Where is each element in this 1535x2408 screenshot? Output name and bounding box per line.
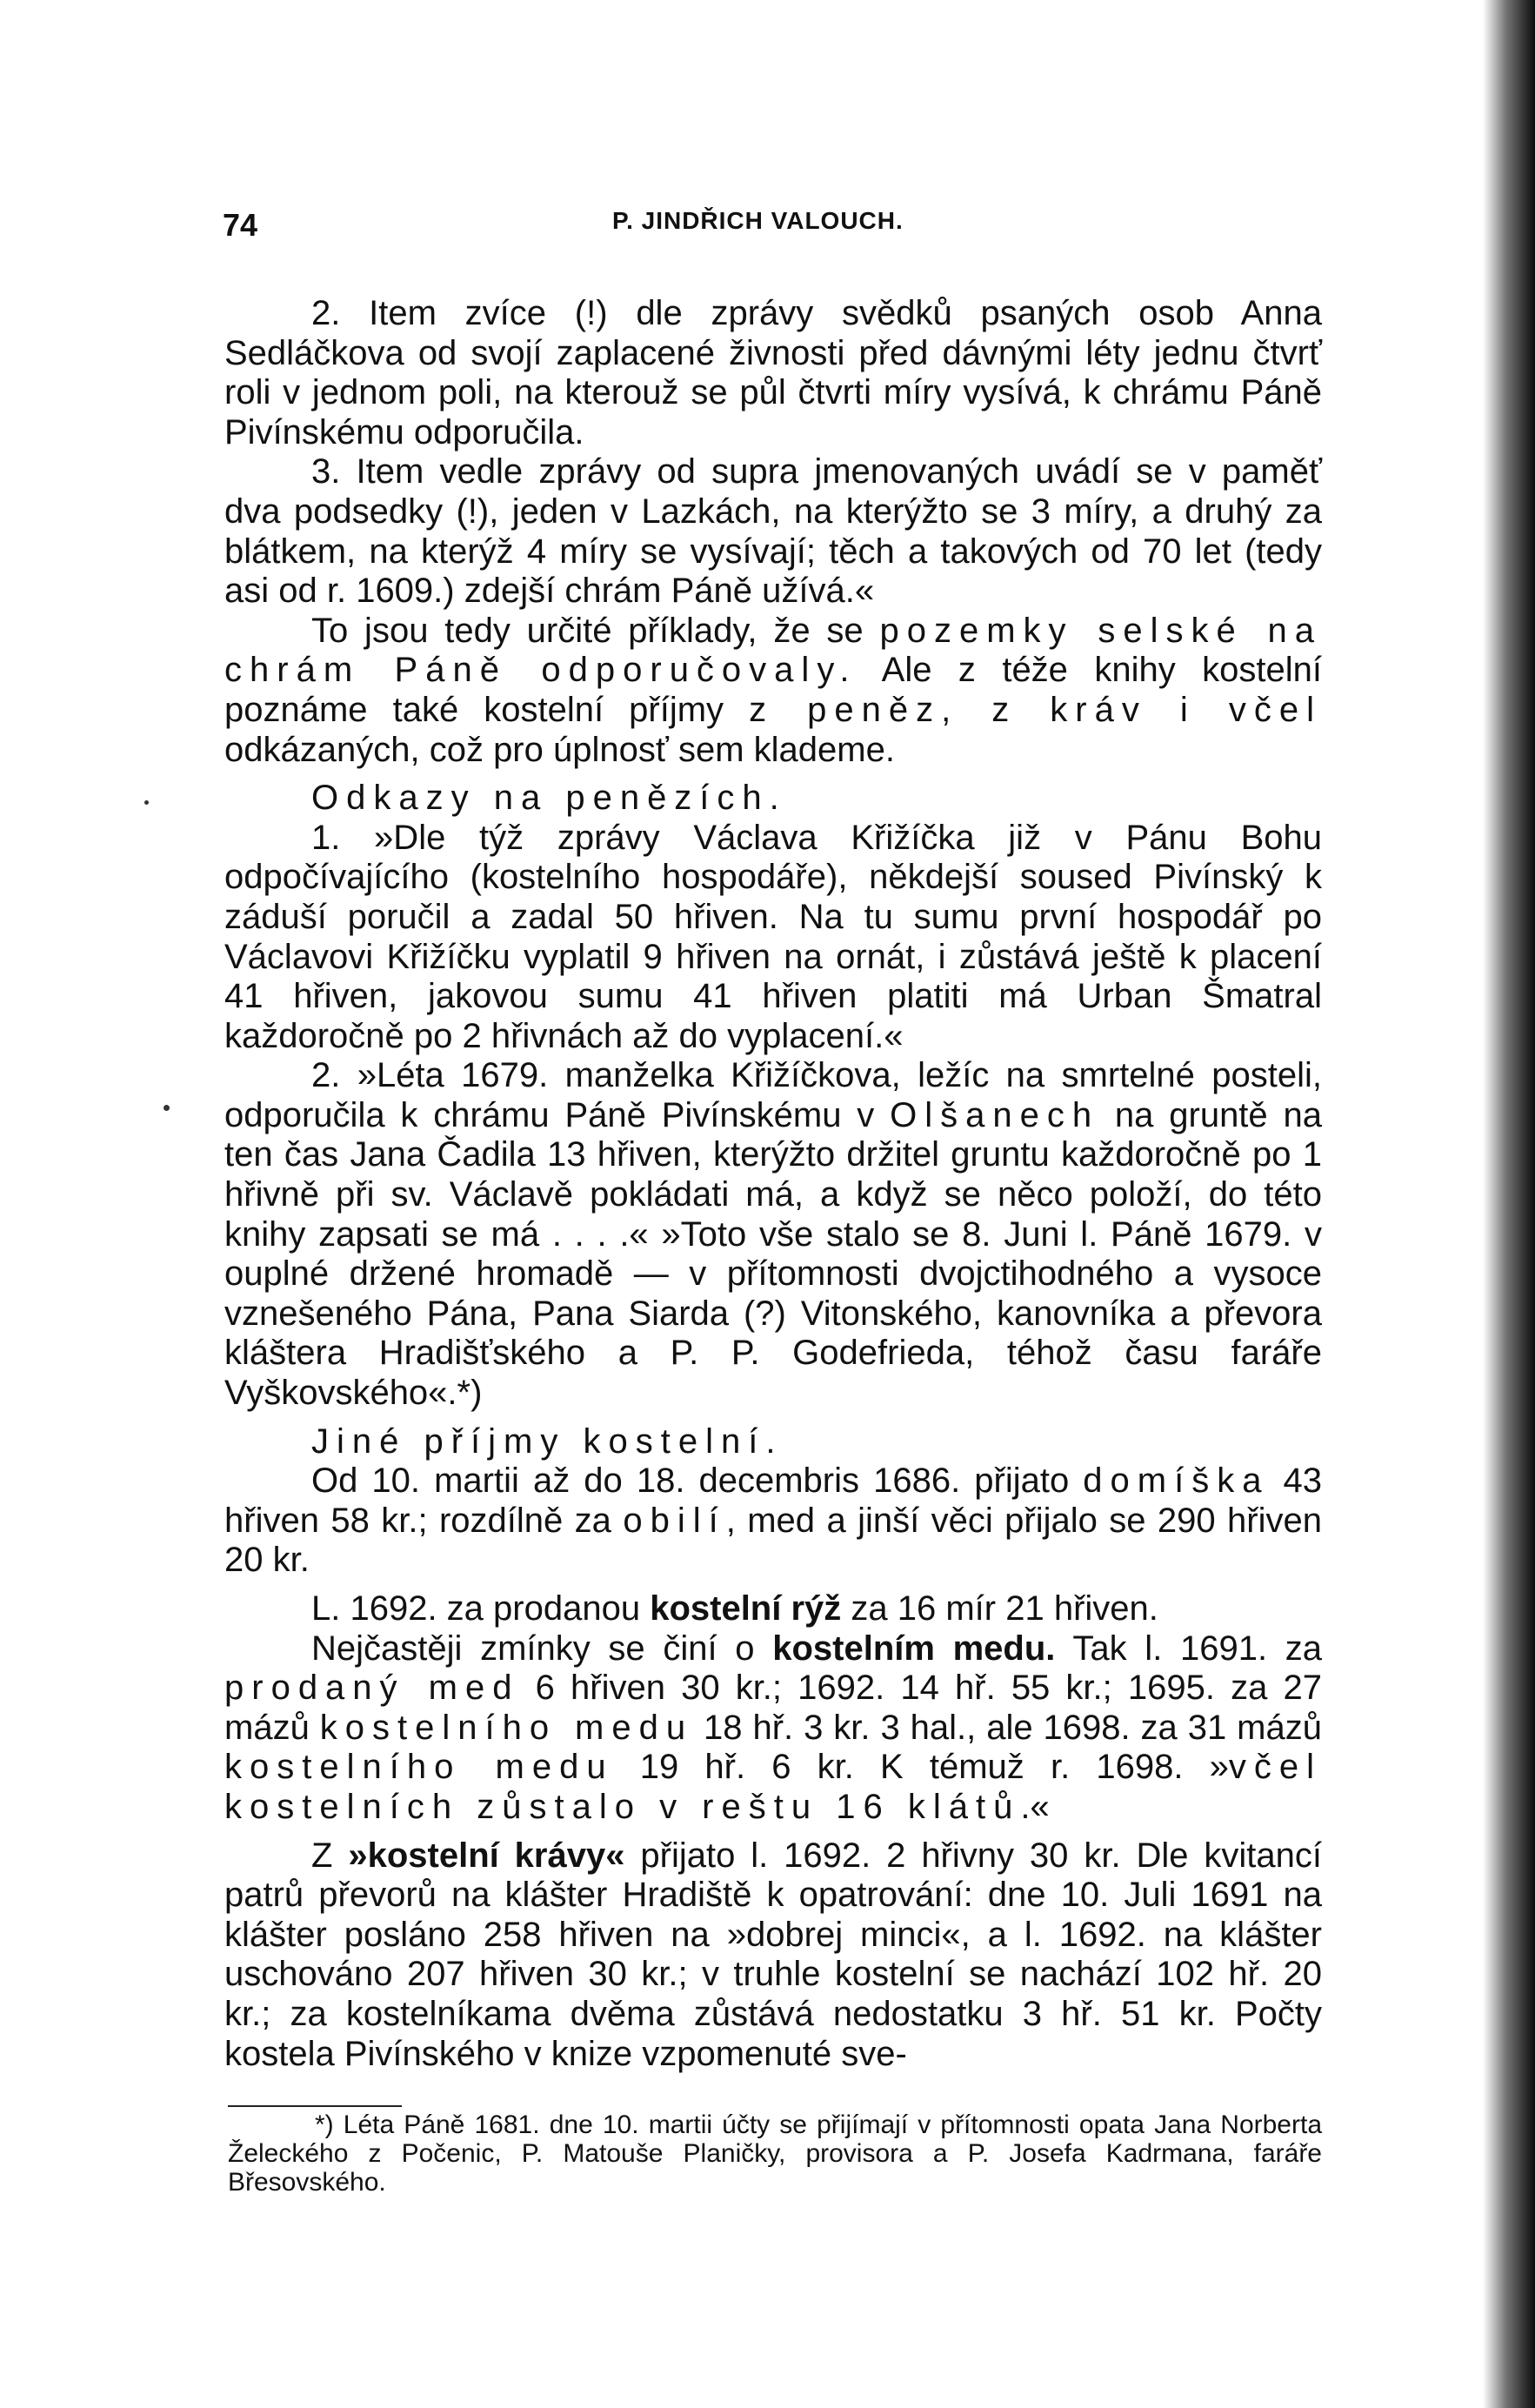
spaced-emphasis: z peněz, z kráv i včel <box>749 690 1322 729</box>
spaced-emphasis: kostelního medu <box>224 1748 614 1787</box>
paragraph-item-2: 2. Item zvíce (!) dle zprávy svědků psaných osob Anna Sedláčkova od svojí zaplacené živnosti před dávnými léty jednu čtvrť roli v jednom poli, na kterouž se půl čtvrti míry vysívá, k chrámu Páně Pivínskému odporučila. <box>224 294 1322 452</box>
page-body <box>224 294 1322 2074</box>
paragraph-examples: To jsou tedy určité příklady, že se pozemky selské na chrám Páně odporučovaly. Ale z téže knihy kostelní poznáme také kostelní příjmy z peněz, z kráv i včel odkázaných, což pro úplnosť sem klademe. <box>224 611 1323 769</box>
spaced-emphasis: domíška <box>1083 1462 1270 1501</box>
spaced-emphasis: obilí <box>623 1501 726 1540</box>
paragraph-rice-1692: L. 1692. za prodanou kostelní rýž za 16 mír 21 hřiven. <box>311 1589 1158 1628</box>
spaced-emphasis: Olšanech <box>890 1095 1100 1134</box>
spaced-emphasis: včel kostelních zůstalo v reštu 16 klátů <box>224 1748 1323 1826</box>
page-header <box>223 202 1336 245</box>
paragraph-cow: Z »kostelní krávy« přijato l. 1692. 2 hřivny 30 kr. Dle kvitancí patrů převorů na klášter Hradiště k opatrování: dne 10. Juli 1691 na klášter posláno 258 hřiven na »dobrej minci«, a l. 1692. na klášter uschováno 207 hřiven 30 kr.; v truhle kostelní se nachází 102 hř. 20 kr.; za kostelníkama dvěma zůstává nedostatku 3 hř. 51 kr. Počty kostela Pivínského v knize vzpomenuté sve- <box>224 1836 1323 2073</box>
paragraph-honey: Nejčastěji zmínky se činí o kostelním medu. Tak l. 1691. za prodaný med 6 hřiven 30 kr.; 1692. 14 hř. 55 kr.; 1695. za 27 mázů kostelního medu 18 hř. 3 kr. 3 hal., ale 1698. za 31 mázů kostelního medu 19 hř. 6 kr. K témuž r. 1698. »včel kostelních zůstalo v reštu 16 klátů.« <box>224 1629 1323 1826</box>
spaced-emphasis: kostelního medu <box>319 1708 694 1747</box>
paragraph-bequest-2: 2. »Léta 1679. manželka Křižíčkova, ležíc na smrtelné posteli, odporučila k chrámu Páně Pivínskému v Olšanech na gruntě na ten čas Jana Čadila 13 hřiven, kterýžto držitel gruntu každoročně po 1 hřivně při sv. Václavě pokládati má, a když se něco položí, do této knihy zapsati se má . . . .« »Toto vše stalo se 8. Juni l. Páně 1679. v ouplné držené hromadě — v přítomnosti dvojctihodného a vysoce vznešeného Pána, Pana Siarda (?) Vitonského, kanovníka a převora kláštera Hradišťského a P. P. Godefrieda, téhož času faráře Vyškovského«.*) <box>224 1056 1322 1413</box>
spaced-emphasis: pozemky selské na chrám Páně odporučovaly. <box>224 611 1323 690</box>
bold-emphasis: kostelním medu. <box>772 1629 1056 1668</box>
page-number: 74 <box>223 207 258 243</box>
footnote <box>228 2110 1322 2197</box>
scan-edge-shadow <box>1483 0 1535 2408</box>
running-head: P. JINDŘICH VALOUCH. <box>612 207 904 234</box>
section-heading-money: Odkazy na penězích. <box>311 779 787 818</box>
section-heading-other-income: Jiné příjmy kostelní. <box>311 1421 784 1461</box>
paragraph-item-3: 3. Item vedle zprávy od supra jmenovaných uvádí se v paměť dva podsedky (!), jeden v Lazkách, na kterýžto se 3 míry, a druhý za blátkem, na kterýž 4 míry se vysívají; těch a takových od 70 let (tedy asi od r. 1609.) zdejší chrám Páně užívá.« <box>224 452 1322 611</box>
footnote-text: *) Léta Páně 1681. dne 10. martii účty se přijímají v přítomnosti opata Jana Norberta Želeckého z Počenic, P. Matouše Planičky, provisora a P. Josefa Kadrmana, faráře Břesovského. <box>228 2110 1322 2197</box>
scan-speck <box>164 1105 170 1111</box>
paragraph-bequest-1: 1. »Dle týž zprávy Václava Křižíčka již v Pánu Bohu odpočívajícího (kostelního hospodáře), někdejší soused Pivínský k záduší poručil a zadal 50 hřiven. Na tu sumu první hospodář po Václavovi Křižíčku vyplatil 9 hřiven na ornát, i zůstává ještě k placení 41 hřiven, jakovou sumu 41 hřiven platiti má Urban Šmatral každoročně po 2 hřivnách až do vyplacení.« <box>224 818 1322 1055</box>
bold-emphasis: »kostelní krávy« <box>348 1836 625 1875</box>
paragraph-income-1686: Od 10. martii až do 18. decembris 1686. přijato domíška 43 hřiven 58 kr.; rozdílně za obilí, med a jinší věci přijalo se 290 hřiven 20 kr. <box>224 1462 1322 1580</box>
spaced-emphasis: prodaný med <box>224 1669 520 1708</box>
scan-speck <box>144 800 149 805</box>
bold-emphasis: kostelní rýž <box>650 1589 842 1628</box>
footnote-rule <box>228 2105 402 2107</box>
